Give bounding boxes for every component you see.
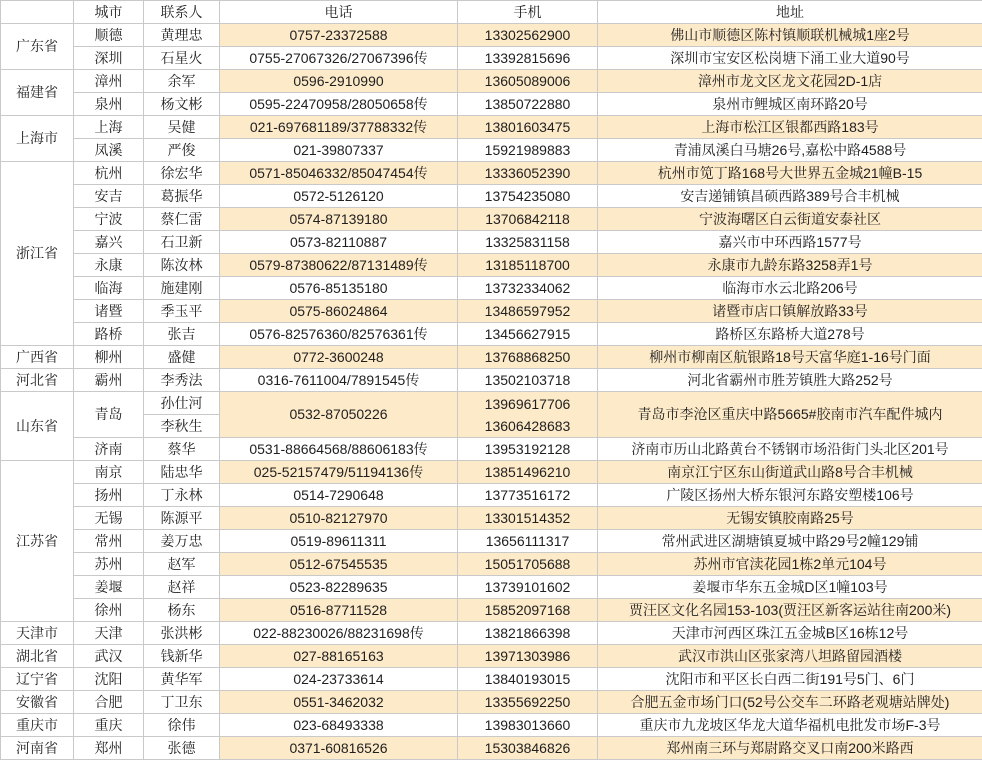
table-row: [1, 484, 982, 507]
city-cell[interactable]: 泉州: [74, 93, 144, 116]
table-row: [1, 691, 982, 714]
table-row: [1, 208, 982, 231]
mobile-cell[interactable]: 13953192128: [458, 438, 598, 461]
mobile-cell[interactable]: 13971303986: [458, 645, 598, 668]
table-row: [1, 185, 982, 208]
city-cell[interactable]: 重庆: [74, 714, 144, 737]
table-row: [1, 70, 982, 93]
address-cell[interactable]: 广陵区扬州大桥东银河东路安塑楼106号: [598, 484, 982, 507]
mobile-cell[interactable]: 13456627915: [458, 323, 598, 346]
header-mobile[interactable]: 手机: [458, 1, 598, 24]
mobile-cell-line: 13969617706: [484, 395, 571, 412]
contact-cell[interactable]: 陈源平: [144, 507, 220, 530]
header-address[interactable]: 地址: [598, 1, 982, 24]
header-phone[interactable]: 电话: [220, 1, 458, 24]
province-cell[interactable]: 福建省: [1, 70, 74, 116]
mobile-cell[interactable]: 13983013660: [458, 714, 598, 737]
contact-table-body: [1, 24, 982, 760]
phone-cell[interactable]: 0757-23372588: [220, 24, 458, 47]
table-row: [1, 645, 982, 668]
province-cell[interactable]: 山东省: [1, 392, 74, 461]
province-cell[interactable]: 湖北省: [1, 645, 74, 668]
phone-cell[interactable]: 0514-7290648: [220, 484, 458, 507]
mobile-cell[interactable]: 13801603475: [458, 116, 598, 139]
mobile-cell[interactable]: 13706842118: [458, 208, 598, 231]
table-row: [1, 392, 982, 415]
address-cell[interactable]: 嘉兴市中环西路1577号: [598, 231, 982, 254]
phone-cell[interactable]: 0772-3600248: [220, 346, 458, 369]
header-contact[interactable]: 联系人: [144, 1, 220, 24]
phone-cell[interactable]: 0575-86024864: [220, 300, 458, 323]
address-cell[interactable]: 深圳市宝安区松岗塘下涌工业大道90号: [598, 47, 982, 70]
contact-cell[interactable]: 施建刚: [144, 277, 220, 300]
address-cell[interactable]: 漳州市龙文区龙文花园2D-1店: [598, 70, 982, 93]
address-cell[interactable]: 诸暨市店口镇解放路33号: [598, 300, 982, 323]
phone-cell[interactable]: 0576-85135180: [220, 277, 458, 300]
contact-cell[interactable]: 杨文彬: [144, 93, 220, 116]
contact-cell[interactable]: 徐伟: [144, 714, 220, 737]
address-cell[interactable]: 武汉市洪山区张家湾八坦路留园酒楼: [598, 645, 982, 668]
address-cell[interactable]: 姜堰市华东五金城D区1幢103号: [598, 576, 982, 599]
phone-cell[interactable]: 0755-27067326/27067396传: [220, 47, 458, 70]
contact-cell[interactable]: 张洪彬: [144, 622, 220, 645]
address-cell[interactable]: 佛山市顺德区陈村镇顺联机械城1座2号: [598, 24, 982, 47]
contact-cell[interactable]: 陆忠华: [144, 461, 220, 484]
province-cell[interactable]: 河北省: [1, 369, 74, 392]
contact-cell[interactable]: 姜万忠: [144, 530, 220, 553]
address-cell[interactable]: 重庆市九龙坡区华龙大道华福机电批发市场F-3号: [598, 714, 982, 737]
address-cell[interactable]: 柳州市柳南区航银路18号天富华庭1-16号门面: [598, 346, 982, 369]
table-row: [1, 139, 982, 162]
address-cell[interactable]: 永康市九龄东路3258弄1号: [598, 254, 982, 277]
city-cell[interactable]: 常州: [74, 530, 144, 553]
table-row: [1, 369, 982, 392]
contact-cell[interactable]: 盛健: [144, 346, 220, 369]
address-cell[interactable]: 常州武进区湖塘镇夏城中路29号2幢129铺: [598, 530, 982, 553]
province-cell[interactable]: 河南省: [1, 737, 74, 760]
city-cell[interactable]: 杭州: [74, 162, 144, 185]
table-row: [1, 24, 982, 47]
mobile-cell[interactable]: 13732334062: [458, 277, 598, 300]
city-cell[interactable]: 武汉: [74, 645, 144, 668]
address-cell[interactable]: 上海市松江区银都西路183号: [598, 116, 982, 139]
mobile-cell[interactable]: 13301514352: [458, 507, 598, 530]
city-cell[interactable]: 临海: [74, 277, 144, 300]
city-cell[interactable]: 安吉: [74, 185, 144, 208]
mobile-cell[interactable]: [458, 392, 598, 438]
header-province[interactable]: [1, 1, 74, 24]
contact-cell[interactable]: 黄华军: [144, 668, 220, 691]
province-cell[interactable]: 广西省: [1, 346, 74, 369]
header-row: [1, 1, 982, 24]
city-cell[interactable]: 深圳: [74, 47, 144, 70]
address-cell[interactable]: 沈阳市和平区长白西二街191号5门、6门: [598, 668, 982, 691]
contact-cell[interactable]: 蔡华: [144, 438, 220, 461]
table-row: [1, 231, 982, 254]
table-row: [1, 438, 982, 461]
phone-cell[interactable]: 0596-2910990: [220, 70, 458, 93]
address-cell[interactable]: 合肥五金市场门口(52号公交车二环路老观塘站牌处): [598, 691, 982, 714]
city-cell[interactable]: 顺德: [74, 24, 144, 47]
address-cell[interactable]: 临海市水云北路206号: [598, 277, 982, 300]
phone-cell[interactable]: 0523-82289635: [220, 576, 458, 599]
table-row: [1, 93, 982, 116]
phone-cell[interactable]: 0371-60816526: [220, 737, 458, 760]
contact-cell[interactable]: 钱新华: [144, 645, 220, 668]
address-cell[interactable]: 济南市历山北路黄台不锈钢市场沿街门头北区201号: [598, 438, 982, 461]
phone-cell[interactable]: 0576-82576360/82576361传: [220, 323, 458, 346]
city-cell[interactable]: 诸暨: [74, 300, 144, 323]
mobile-cell[interactable]: 13821866398: [458, 622, 598, 645]
city-cell[interactable]: 郑州: [74, 737, 144, 760]
table-row: [1, 277, 982, 300]
province-cell[interactable]: 广东省: [1, 24, 74, 70]
mobile-cell[interactable]: 13502103718: [458, 369, 598, 392]
city-cell[interactable]: 漳州: [74, 70, 144, 93]
mobile-cell-line: 13606428683: [484, 417, 571, 434]
city-cell[interactable]: 霸州: [74, 369, 144, 392]
table-row: [1, 714, 982, 737]
phone-cell[interactable]: 023-68493338: [220, 714, 458, 737]
province-cell[interactable]: 浙江省: [1, 162, 74, 346]
phone-cell[interactable]: 0532-87050226: [220, 392, 458, 438]
mobile-cell[interactable]: 15051705688: [458, 553, 598, 576]
table-row: [1, 300, 982, 323]
contact-cell[interactable]: 余军: [144, 70, 220, 93]
mobile-cell[interactable]: 15921989883: [458, 139, 598, 162]
city-cell[interactable]: 永康: [74, 254, 144, 277]
mobile-cell[interactable]: 13486597952: [458, 300, 598, 323]
address-cell[interactable]: 宁波海曙区白云街道安泰社区: [598, 208, 982, 231]
city-cell[interactable]: 天津: [74, 622, 144, 645]
contact-cell[interactable]: 葛振华: [144, 185, 220, 208]
phone-cell[interactable]: 0572-5126120: [220, 185, 458, 208]
phone-cell[interactable]: 0512-67545535: [220, 553, 458, 576]
contact-cell[interactable]: 吴健: [144, 116, 220, 139]
city-cell[interactable]: 嘉兴: [74, 231, 144, 254]
contact-cell[interactable]: 黄理忠: [144, 24, 220, 47]
contact-cell[interactable]: 丁卫东: [144, 691, 220, 714]
address-cell[interactable]: 青岛市李沧区重庆中路5665#胶南市汽车配件城内: [598, 392, 982, 438]
phone-cell[interactable]: 0571-85046332/85047454传: [220, 162, 458, 185]
address-cell[interactable]: 路桥区东路桥大道278号: [598, 323, 982, 346]
phone-cell[interactable]: 021-39807337: [220, 139, 458, 162]
contact-cell[interactable]: 陈汝林: [144, 254, 220, 277]
address-cell[interactable]: 杭州市笕丁路168号大世界五金城21幢B-15: [598, 162, 982, 185]
contact-cell[interactable]: 徐宏华: [144, 162, 220, 185]
city-cell[interactable]: 苏州: [74, 553, 144, 576]
address-cell[interactable]: 郑州南三环与郑尉路交叉口南200米路西: [598, 737, 982, 760]
province-cell[interactable]: 辽宁省: [1, 668, 74, 691]
table-row: [1, 599, 982, 622]
city-cell[interactable]: 合肥: [74, 691, 144, 714]
mobile-cell[interactable]: 13773516172: [458, 484, 598, 507]
contact-cell[interactable]: 张德: [144, 737, 220, 760]
mobile-cell[interactable]: 13392815696: [458, 47, 598, 70]
table-row: [1, 254, 982, 277]
mobile-cell[interactable]: 13850722880: [458, 93, 598, 116]
phone-cell[interactable]: 025-52157479/51194136传: [220, 461, 458, 484]
table-row: [1, 116, 982, 139]
phone-cell[interactable]: 0531-88664568/88606183传: [220, 438, 458, 461]
table-row: [1, 507, 982, 530]
header-city[interactable]: 城市: [74, 1, 144, 24]
city-cell[interactable]: 凤溪: [74, 139, 144, 162]
address-cell[interactable]: 河北省霸州市胜芳镇胜大路252号: [598, 369, 982, 392]
phone-cell[interactable]: 0595-22470958/28050658传: [220, 93, 458, 116]
mobile-cell[interactable]: 13754235080: [458, 185, 598, 208]
mobile-cell[interactable]: 13325831158: [458, 231, 598, 254]
province-cell[interactable]: 天津市: [1, 622, 74, 645]
phone-cell[interactable]: 0573-82110887: [220, 231, 458, 254]
city-cell[interactable]: 路桥: [74, 323, 144, 346]
phone-cell[interactable]: 022-88230026/88231698传: [220, 622, 458, 645]
table-row: [1, 346, 982, 369]
mobile-cell[interactable]: 13656111317: [458, 530, 598, 553]
contact-cell[interactable]: 赵祥: [144, 576, 220, 599]
table-row: [1, 461, 982, 484]
phone-cell[interactable]: 0574-87139180: [220, 208, 458, 231]
province-cell[interactable]: 上海市: [1, 116, 74, 162]
contact-cell[interactable]: 赵军: [144, 553, 220, 576]
phone-cell[interactable]: 024-23733614: [220, 668, 458, 691]
table-row: [1, 622, 982, 645]
city-cell[interactable]: 济南: [74, 438, 144, 461]
table-row: [1, 530, 982, 553]
phone-cell[interactable]: 021-697681189/37788332传: [220, 116, 458, 139]
table-row: [1, 47, 982, 70]
table-row: [1, 668, 982, 691]
city-cell[interactable]: 青岛: [74, 392, 144, 438]
province-cell[interactable]: 安徽省: [1, 691, 74, 714]
city-cell[interactable]: 沈阳: [74, 668, 144, 691]
mobile-cell[interactable]: 13185118700: [458, 254, 598, 277]
mobile-cell[interactable]: 13840193015: [458, 668, 598, 691]
address-cell[interactable]: 泉州市鲤城区南环路20号: [598, 93, 982, 116]
mobile-cell[interactable]: 15303846826: [458, 737, 598, 760]
contact-cell[interactable]: 丁永林: [144, 484, 220, 507]
address-cell[interactable]: 南京江宁区东山街道武山路8号合丰机械: [598, 461, 982, 484]
phone-cell[interactable]: 0510-82127970: [220, 507, 458, 530]
contact-cell[interactable]: 石星火: [144, 47, 220, 70]
city-cell[interactable]: 上海: [74, 116, 144, 139]
phone-cell[interactable]: 0579-87380622/87131489传: [220, 254, 458, 277]
contact-cell[interactable]: 杨东: [144, 599, 220, 622]
city-cell[interactable]: 扬州: [74, 484, 144, 507]
province-cell[interactable]: 江苏省: [1, 461, 74, 622]
phone-cell[interactable]: 0316-7611004/7891545传: [220, 369, 458, 392]
mobile-cell[interactable]: 13302562900: [458, 24, 598, 47]
city-cell[interactable]: 宁波: [74, 208, 144, 231]
table-row: [1, 162, 982, 185]
contact-cell[interactable]: 季玉平: [144, 300, 220, 323]
mobile-cell[interactable]: 13851496210: [458, 461, 598, 484]
mobile-cell[interactable]: 15852097168: [458, 599, 598, 622]
address-cell[interactable]: 无锡安镇胶南路25号: [598, 507, 982, 530]
phone-cell[interactable]: 027-88165163: [220, 645, 458, 668]
city-cell[interactable]: 南京: [74, 461, 144, 484]
table-row: [1, 553, 982, 576]
table-row: [1, 576, 982, 599]
contact-cell[interactable]: 李秀法: [144, 369, 220, 392]
mobile-cell[interactable]: 13336052390: [458, 162, 598, 185]
mobile-cell[interactable]: 13768868250: [458, 346, 598, 369]
contact-cell[interactable]: 李秋生: [144, 415, 220, 438]
contact-cell[interactable]: 孙仕河: [144, 392, 220, 415]
address-cell[interactable]: 天津市河西区珠江五金城B区16栋12号: [598, 622, 982, 645]
city-cell[interactable]: 姜堰: [74, 576, 144, 599]
phone-cell[interactable]: 0516-87711528: [220, 599, 458, 622]
mobile-cell[interactable]: 13355692250: [458, 691, 598, 714]
table-row: [1, 737, 982, 760]
mobile-cell[interactable]: 13739101602: [458, 576, 598, 599]
contact-cell[interactable]: 石卫新: [144, 231, 220, 254]
city-cell[interactable]: 无锡: [74, 507, 144, 530]
contact-cell[interactable]: 张吉: [144, 323, 220, 346]
phone-cell[interactable]: 0551-3462032: [220, 691, 458, 714]
address-cell[interactable]: 安吉递铺镇昌硕西路389号合丰机械: [598, 185, 982, 208]
contact-cell[interactable]: 严俊: [144, 139, 220, 162]
phone-cell[interactable]: 0519-89611311: [220, 530, 458, 553]
mobile-cell[interactable]: 13605089006: [458, 70, 598, 93]
address-cell[interactable]: 青浦凤溪白马塘26号,嘉松中路4588号: [598, 139, 982, 162]
city-cell[interactable]: 柳州: [74, 346, 144, 369]
contact-cell[interactable]: 蔡仁雷: [144, 208, 220, 231]
city-cell[interactable]: 徐州: [74, 599, 144, 622]
table-row: [1, 323, 982, 346]
address-cell[interactable]: 贾汪区文化名园153-103(贾汪区新客运站往南200米): [598, 599, 982, 622]
address-cell[interactable]: 苏州市官渎花园1栋2单元104号: [598, 553, 982, 576]
province-cell[interactable]: 重庆市: [1, 714, 74, 737]
